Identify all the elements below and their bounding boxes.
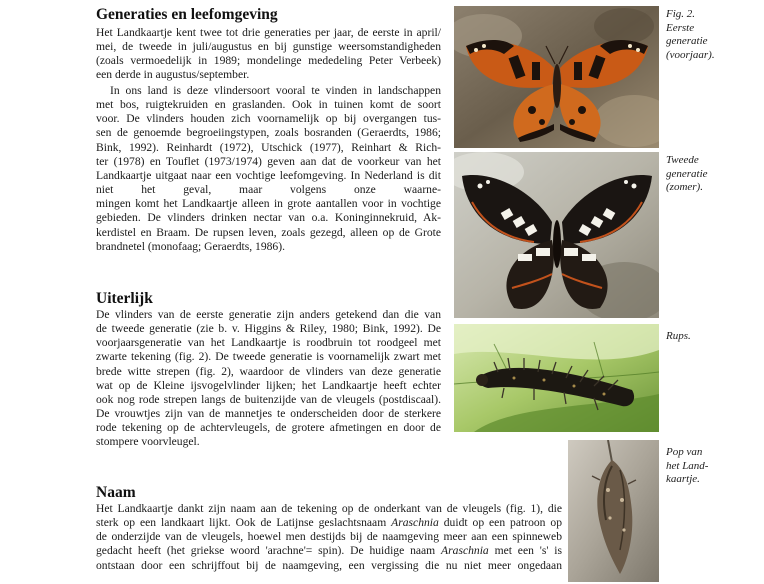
section-heading-uiterlijk: Uiterlijk <box>96 290 153 307</box>
text-line: Landkaartje uitgaat naar een vochtige leefomgeving. In Nederland is dit <box>96 168 441 182</box>
caption-line: Tweede <box>666 154 699 166</box>
paragraph-generaties-1 <box>96 26 441 83</box>
text-line: voor. De vlinders houden zich voornamelijk op bij overgangen tus- <box>96 112 441 126</box>
caption-line: Rups. <box>666 330 691 342</box>
text-line: niet het geval, maar volgens onze waarne- <box>96 183 441 197</box>
text-line: De vrouwtjes zijn van de mannetjes te onderscheiden door de sterkere <box>96 407 441 421</box>
paragraph-generaties-2 <box>96 84 441 254</box>
text-line: ontstaan door een schrijffout bij de naamgeving, een vergissing die nu niet meer ongedaan <box>96 558 562 572</box>
caption-line: kaartje. <box>666 473 700 485</box>
caption-line: generatie <box>666 167 708 180</box>
text-line: ter (1978) en Touflet (1973/1974) geven aan dat de voorkeur van het <box>96 154 441 168</box>
text-line: mingen komt het Landkaartje alleen in grote aantallen voor in vochtige <box>96 197 441 211</box>
figure-caption-first-generation <box>666 8 715 62</box>
text-line: rode tekening op de achtervleugels, de grotere afmetingen en door de <box>96 421 441 435</box>
text-line: de tweede generatie (zie b. v. Higgins & Riley, 1980; Bink, 1992). De <box>96 322 441 336</box>
caption-line: het Land- <box>666 459 709 472</box>
text-line: brede witte strepen (fig. 2), waardoor de vlinders van deze generatie <box>96 364 441 378</box>
text-line: gedacht heeft (het griekse woord 'arachne'= spin). De huidige naam Araschnia met een 's' is <box>96 544 562 558</box>
figure-caption-second-generation <box>666 154 708 195</box>
text-line: (zoals vermoedelijk in 1989; mondelinge mededeling Peter Verbeek) <box>96 54 441 68</box>
section-heading-naam: Naam <box>96 484 136 501</box>
caption-line: (zomer). <box>666 181 703 193</box>
caption-line: Eerste <box>666 21 695 34</box>
text-line: voorjaarsgeneratie van het Landkaartje is roodbruin tot roodgeel met <box>96 336 441 350</box>
butterfly-orange-photo <box>454 6 659 148</box>
text-line: Het Landkaartje kent twee tot drie generaties per jaar, de eerste in april/ <box>96 26 441 39</box>
text-line: sen de genoemde begroeiingstypen, zoals bosranden (Geraerdts, 1986; <box>96 126 441 140</box>
figure-caption-caterpillar <box>666 330 691 344</box>
caption-line: Pop van <box>666 446 703 458</box>
caption-line: (voorjaar). <box>666 48 715 61</box>
text-line: kerdistel en Braam. De rupsen leven, zoals gezegd, alleen op de Grote <box>96 225 441 239</box>
text-line: sterk op een landkaart lijkt. Ook de Latijnse geslachtsnaam Araschnia duidt op een patroon op <box>96 516 562 530</box>
pupa-photo <box>568 440 659 582</box>
paragraph-uiterlijk <box>96 308 441 450</box>
text-line: De vlinders van de eerste generatie zijn anders getekend dan die van <box>96 308 441 321</box>
text-line: ook nog rode strepen langs de buitenzijde van de vleugels (postdiscaal). <box>96 392 441 406</box>
text-line: Het Landkaartje dankt zijn naam aan de tekening op de onderkant van de vleugels (fig. 1), die <box>96 502 562 515</box>
caterpillar-photo <box>454 324 659 432</box>
text-line: wat op de Kleine ijsvogelvlinder lijken; het Landkaartje heeft echter <box>96 378 441 392</box>
text-line: brandnetel (monofaag; Geraerdts, 1986). <box>96 239 285 253</box>
paragraph-naam <box>96 502 562 573</box>
text-line: Bink, 1992). Reinhardt (1972), Utschick (1977), Reinhart & Rich- <box>96 140 441 154</box>
text-line: gebieden. De vlinders drinken nectar van o.a. Koninginnekruid, Ak- <box>96 211 441 225</box>
caption-line: generatie <box>666 35 708 47</box>
text-line: een derde in augustus/september. <box>96 68 250 82</box>
text-line: zwarte tekening (fig. 2). De tweede generatie is voornamelijk zwart met <box>96 350 441 364</box>
text-line: stompere voorvleugel. <box>96 435 200 449</box>
figure-caption-pupa <box>666 446 708 487</box>
caption-line: Fig. 2. <box>666 8 696 20</box>
butterfly-black-photo <box>454 152 659 318</box>
text-line: mei, de tweede in juli/augustus en bij gunstige weersomstandigheden <box>96 40 441 54</box>
text-line: In ons land is deze vlindersoort vooral te vinden in landschappen <box>110 84 441 97</box>
section-heading-generaties: Generaties en leefomgeving <box>96 6 278 23</box>
text-line: met bos, ruigtekruiden en graslanden. Ook in tuinen komt de soort <box>96 98 441 112</box>
text-line: de onderzijde van de vleugels, hoewel men destijds bij de naamgeving meer aan een spinneweb <box>96 530 562 544</box>
